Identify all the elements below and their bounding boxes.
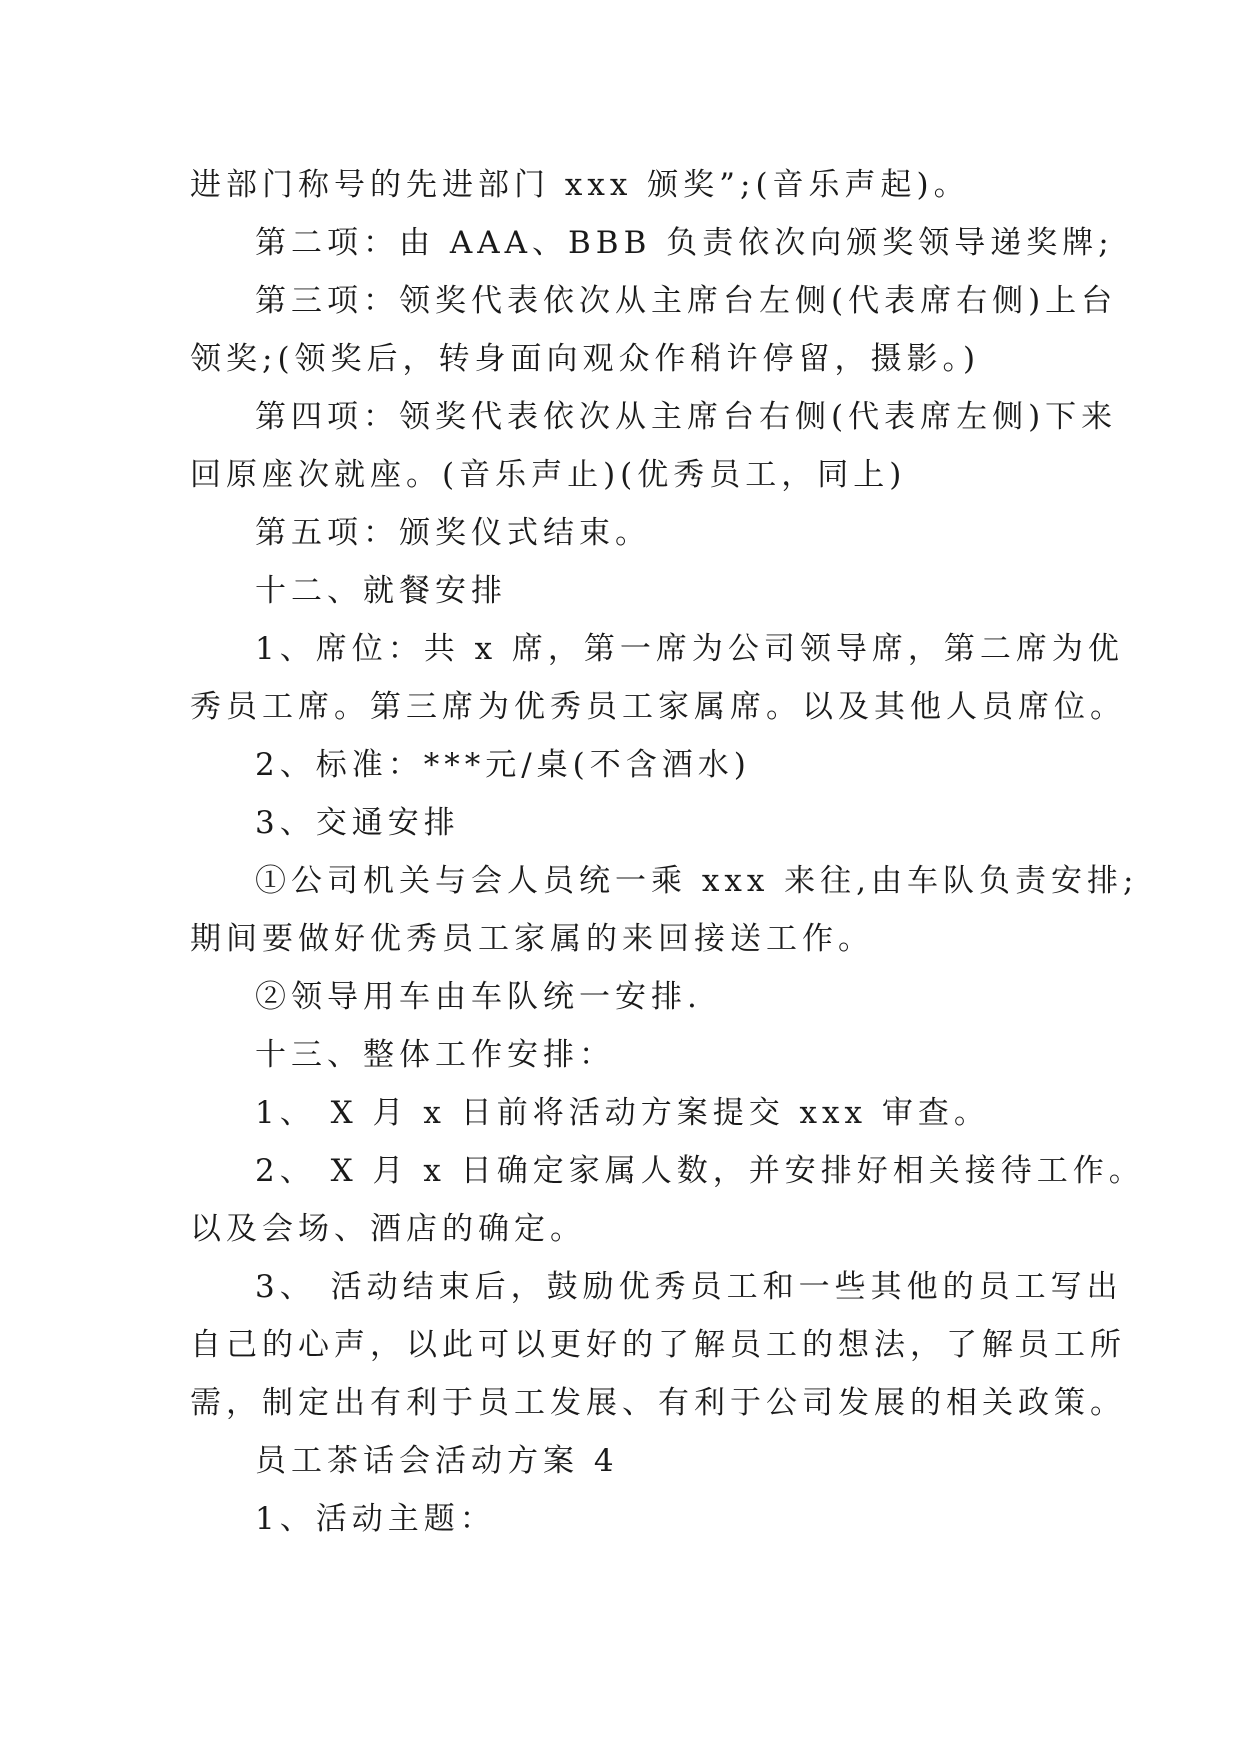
paragraph-line-20: 3、 活动结束后，鼓励优秀员工和一些其他的员工写出: [255, 1269, 1123, 1305]
paragraph-line-24: 1、活动主题：: [255, 1501, 496, 1537]
paragraph-line-9: 1、席位：共 x 席，第一席为公司领导席，第二席为优: [255, 631, 1124, 667]
paragraph-line-19: 以及会场、酒店的确定。: [190, 1211, 586, 1247]
paragraph-line-18: 2、 X 月 x 日确定家属人数，并安排好相关接待工作。: [255, 1153, 1145, 1189]
paragraph-line-4: 领奖;(领奖后，转身面向观众作稍许停留，摄影。): [190, 341, 981, 377]
paragraph-line-11: 2、标准：***元/桌(不含酒水): [255, 747, 751, 783]
section-heading-plan-4: 员工茶话会活动方案 4: [255, 1443, 619, 1479]
paragraph-line-10: 秀员工席。第三席为优秀员工家属席。以及其他人员席位。: [190, 689, 1126, 725]
paragraph-line-15: ②领导用车由车队统一安排.: [255, 979, 702, 1015]
paragraph-line-13: ①公司机关与会人员统一乘 xxx 来往,由车队负责安排;: [255, 863, 1139, 899]
paragraph-line-5: 第四项：领奖代表依次从主席台右侧(代表席左侧)下来: [255, 399, 1118, 435]
paragraph-line-7: 第五项：颁奖仪式结束。: [255, 515, 651, 551]
paragraph-line-17: 1、 X 月 x 日前将活动方案提交 xxx 审查。: [255, 1095, 990, 1131]
section-heading-12: 十二、就餐安排: [255, 573, 507, 609]
paragraph-line-14: 期间要做好优秀员工家属的来回接送工作。: [190, 921, 874, 957]
paragraph-line-22: 需，制定出有利于员工发展、有利于公司发展的相关政策。: [190, 1385, 1126, 1421]
paragraph-line-1: 进部门称号的先进部门 xxx 颁奖”;(音乐声起)。: [190, 167, 970, 203]
paragraph-line-21: 自己的心声，以此可以更好的了解员工的想法，了解员工所: [190, 1327, 1126, 1363]
paragraph-line-3: 第三项：领奖代表依次从主席台左侧(代表席右侧)上台: [255, 283, 1118, 319]
paragraph-line-12: 3、交通安排: [255, 805, 460, 841]
paragraph-line-2: 第二项：由 AAA、BBB 负责依次向颁奖领导递奖牌;: [255, 225, 1114, 261]
section-heading-13: 十三、整体工作安排：: [255, 1037, 615, 1073]
paragraph-line-6: 回原座次就座。(音乐声止)(优秀员工，同上): [190, 457, 907, 493]
